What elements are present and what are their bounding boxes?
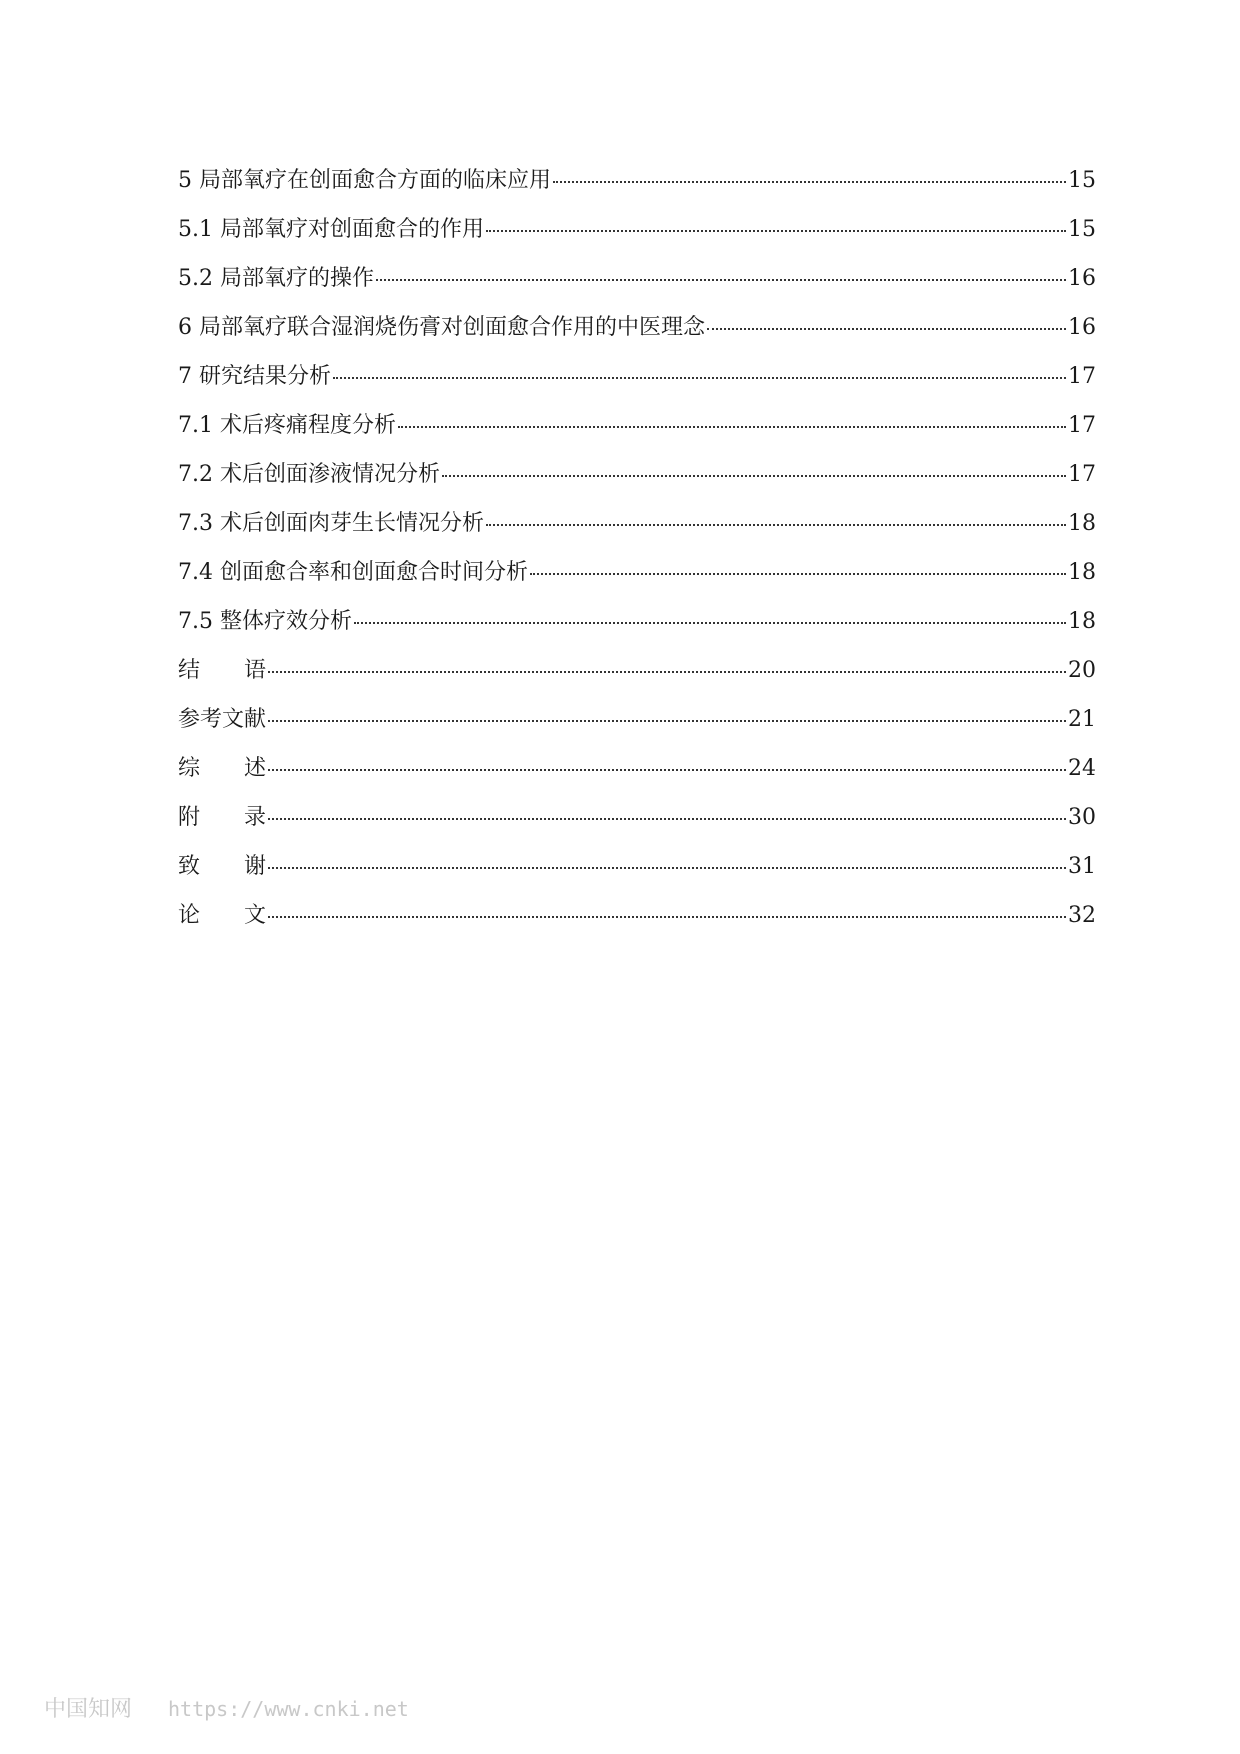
toc-entry-label: 7.1 术后疼痛程度分析 — [178, 413, 396, 438]
toc-leader-dots — [268, 867, 1066, 869]
toc-entry-page: 16 — [1068, 315, 1096, 340]
toc-entry-page: 18 — [1068, 511, 1096, 536]
toc-entry-label: 5.2 局部氧疗的操作 — [178, 266, 374, 291]
toc-entry[interactable] — [178, 802, 1096, 851]
toc-leader-dots — [268, 916, 1066, 918]
toc-entry-page: 17 — [1068, 462, 1096, 487]
toc-entry-label: 7.3 术后创面肉芽生长情况分析 — [178, 511, 484, 536]
toc-entry-label: 7 研究结果分析 — [178, 364, 331, 389]
toc-entry-label: 参考文献 — [178, 707, 267, 732]
toc-leader-dots — [707, 328, 1066, 330]
toc-entry[interactable] — [178, 606, 1096, 655]
toc-entry[interactable] — [178, 410, 1096, 459]
toc-entry-label: 致 谢 — [178, 854, 267, 879]
toc-entry-page: 31 — [1068, 854, 1096, 879]
toc-entry-page: 20 — [1068, 658, 1096, 683]
toc-entry-page: 21 — [1068, 707, 1096, 732]
toc-entry[interactable] — [178, 263, 1096, 312]
toc-entry[interactable] — [178, 655, 1096, 704]
toc-entry-page: 15 — [1068, 168, 1096, 193]
toc-entry[interactable] — [178, 165, 1096, 214]
toc-entry[interactable] — [178, 557, 1096, 606]
toc-leader-dots — [530, 573, 1066, 575]
toc-entry[interactable] — [178, 459, 1096, 508]
toc-entry-page: 30 — [1068, 805, 1096, 830]
toc-leader-dots — [268, 720, 1066, 722]
toc-leader-dots — [333, 377, 1066, 379]
toc-leader-dots — [268, 671, 1066, 673]
toc-entry[interactable] — [178, 704, 1096, 753]
toc-entry-page: 15 — [1068, 217, 1096, 242]
toc-entry-page: 16 — [1068, 266, 1096, 291]
cnki-watermark — [44, 1692, 409, 1723]
toc-leader-dots — [376, 279, 1066, 281]
toc-entry[interactable] — [178, 508, 1096, 557]
toc-entry-label: 6 局部氧疗联合湿润烧伤膏对创面愈合作用的中医理念 — [178, 315, 705, 340]
toc-entry-page: 17 — [1068, 413, 1096, 438]
toc-entry[interactable] — [178, 753, 1096, 802]
toc-leader-dots — [442, 475, 1066, 477]
table-of-contents — [178, 165, 1096, 949]
toc-leader-dots — [553, 181, 1066, 183]
toc-leader-dots — [268, 818, 1066, 820]
toc-entry[interactable] — [178, 851, 1096, 900]
toc-entry-label: 综 述 — [178, 756, 267, 781]
toc-leader-dots — [486, 524, 1066, 526]
toc-entry-label: 5.1 局部氧疗对创面愈合的作用 — [178, 217, 484, 242]
toc-entry-page: 24 — [1068, 756, 1096, 781]
toc-entry-label: 7.2 术后创面渗液情况分析 — [178, 462, 440, 487]
toc-entry-label: 7.4 创面愈合率和创面愈合时间分析 — [178, 560, 528, 585]
toc-entry-label: 附 录 — [178, 805, 267, 830]
toc-entry[interactable] — [178, 214, 1096, 263]
toc-leader-dots — [268, 769, 1066, 771]
toc-entry[interactable] — [178, 361, 1096, 410]
toc-leader-dots — [398, 426, 1066, 428]
toc-entry-label: 结 语 — [178, 658, 267, 683]
watermark-name: 中国知网 — [44, 1697, 133, 1722]
toc-entry-page: 18 — [1068, 609, 1096, 634]
toc-leader-dots — [354, 622, 1066, 624]
toc-leader-dots — [486, 230, 1066, 232]
toc-entry-label: 5 局部氧疗在创面愈合方面的临床应用 — [178, 168, 551, 193]
toc-entry-page: 17 — [1068, 364, 1096, 389]
toc-entry-label: 7.5 整体疗效分析 — [178, 609, 352, 634]
toc-entry-page: 32 — [1068, 903, 1096, 928]
toc-entry[interactable] — [178, 312, 1096, 361]
toc-entry-page: 18 — [1068, 560, 1096, 585]
toc-entry-label: 论 文 — [178, 903, 267, 928]
toc-entry[interactable] — [178, 900, 1096, 949]
watermark-url[interactable]: https://www.cnki.net — [168, 1697, 409, 1721]
